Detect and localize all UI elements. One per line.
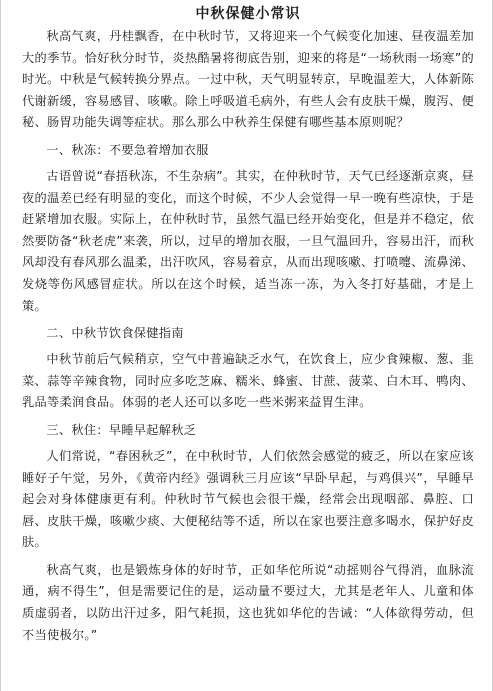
section-body-diet: 中秋节前后气候稍京，空气中普遍缺乏水气，在饮食上，应少食辣椒、葱、韭菜、蒜等辛辣食物，同时应多吃芝麻、糯米、蜂蜜、甘蔗、菠菜、白木耳、鸭肉、乳品等柔润食品。体弱的老人还可以多吃一些米粥来益胃生津。 bbox=[22, 352, 474, 410]
section-heading-diet: 二、中秋节饮食保健指南 bbox=[46, 326, 184, 341]
intro-paragraph: 秋高气爽，丹桂飘香，在中秋时节，又将迎来一个气候变化加速、昼夜温差加大的季节。恰好秋分时节，炎热酷暑将彻底告别，迎来的将是“一场秋雨一场寒”的时光。中秋是气候转换分界点。一过中秋，天气明显转京，早晚温差大，人体新陈代谢新缓，容易感冒、咳嗽。除上呼吸道毛病外，有些人会有皮肤干燥，腹泻、便秘、肠胃功能失调等症状。那么那么中秋养生保健有哪些基本原则呢？ bbox=[22, 29, 474, 130]
section-heading-autumn-cold: 一、秋冻：不要急着增加衣服 bbox=[46, 142, 209, 157]
document-body bbox=[22, 4, 474, 652]
section-heading-sleep: 三、秋住：早睡早起解秋乏 bbox=[46, 422, 197, 437]
section-body-autumn-cold: 古语曾说“春捂秋冻，不生杂病”。其实，在仲秋时节，天气已经逐渐京爽，昼夜的温差已经有明显的变化，而这个时候，不少人会觉得一早一晚有些凉快，于是赶紧增加衣服。实际上，在仲秋时节，虽然气温已经开始变化，但是并不稳定，依然要防备“秋老虎”来袭，所以，过早的增加衣服，一旦气温回升，容易出汗，而秋风却没有春风那么温柔，出汗吹风，容易着京，从而出现咳嗽、打喷嚏、流鼻涕、发烧等伤风感冒症状。所以在这个时候，适当冻一冻，为入冬打好基础，才是上策。 bbox=[22, 168, 474, 313]
closing-paragraph: 秋高气爽，也是锻炼身体的好时节，正如华佗所说“动摇则谷气得消，血脉流通，病不得生”，但是需要记住的是，运动量不要过大，尤其是老年人、儿童和体质虚弱者，以防出汗过多，阳气耗损，这也犹如华佗的告诫：“人体欲得劳动，但不当使极尔。” bbox=[22, 562, 474, 642]
document-title: 中秋保健小常识 bbox=[195, 6, 301, 22]
section-body-sleep: 人们常说，“春困秋乏”，在中秋时节，人们依然会感觉的疲乏，所以在家应该睡好子午觉，另外，《黄帝内经》强调秋三月应该“早卧早起，与鸡俱兴”，早睡早起会对身体健康更有利。仲秋时节气候也会很干燥，经常会出现咽部、鼻腔、口唇、皮肤干燥，咳嗽少痰、大便秘结等不适，所以在家也要注意多喝水，保护好皮肤。 bbox=[22, 448, 474, 550]
